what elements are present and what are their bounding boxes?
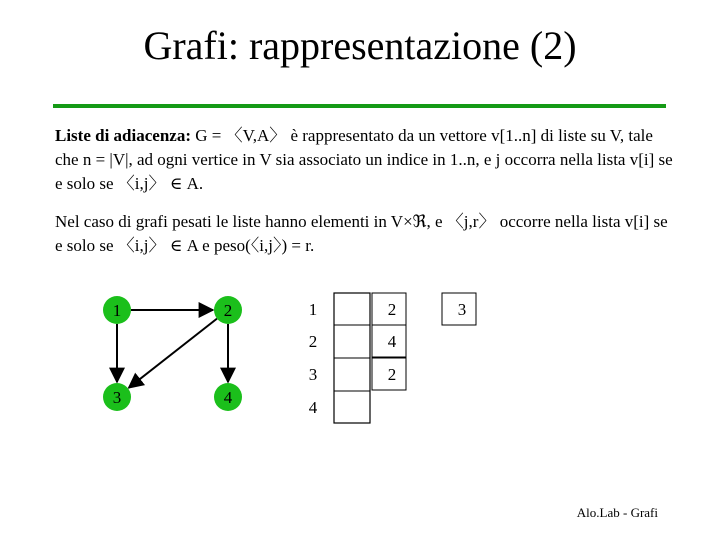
graph-node-label: 4	[223, 388, 233, 407]
slide-title: Grafi: rappresentazione (2)	[143, 23, 577, 68]
directed-graph	[103, 296, 242, 411]
definition-text: G = 〈V,A〉 è rappresentato da un vettore v[1..n] di liste su V, tale che n = |V|, ad ogni vertice in V sia associato un indice in 1..n, e j occorra nella lista v[i] se e solo se 〈i,j〉 ∈ A.	[55, 126, 673, 193]
definition-label: Liste di adiacenza:	[55, 126, 191, 145]
list-index-label: 2	[308, 332, 318, 351]
adjacency-lists	[309, 293, 476, 423]
graph-node-label: 3	[112, 388, 122, 407]
graph-node-label: 1	[112, 301, 122, 320]
footer-label: Alo.Lab - Grafi	[576, 505, 658, 520]
list-node-value: 2	[387, 365, 397, 384]
weighted-graph-note: Nel caso di grafi pesati le liste hanno elementi in V×ℜ, e 〈j,r〉 occorre nella lista v[i] se e solo se 〈i,j〉 ∈ A e peso(〈i,j〉) = r.	[55, 212, 668, 255]
list-index-label: 1	[308, 300, 318, 319]
list-node-value: 3	[457, 300, 467, 319]
list-index-label: 4	[308, 398, 318, 417]
graph-edge-2-3	[129, 319, 217, 388]
list-node-value: 4	[387, 332, 397, 351]
list-node-value: 2	[387, 300, 397, 319]
list-index-label: 3	[308, 365, 318, 384]
graph-node-label: 2	[223, 301, 233, 320]
